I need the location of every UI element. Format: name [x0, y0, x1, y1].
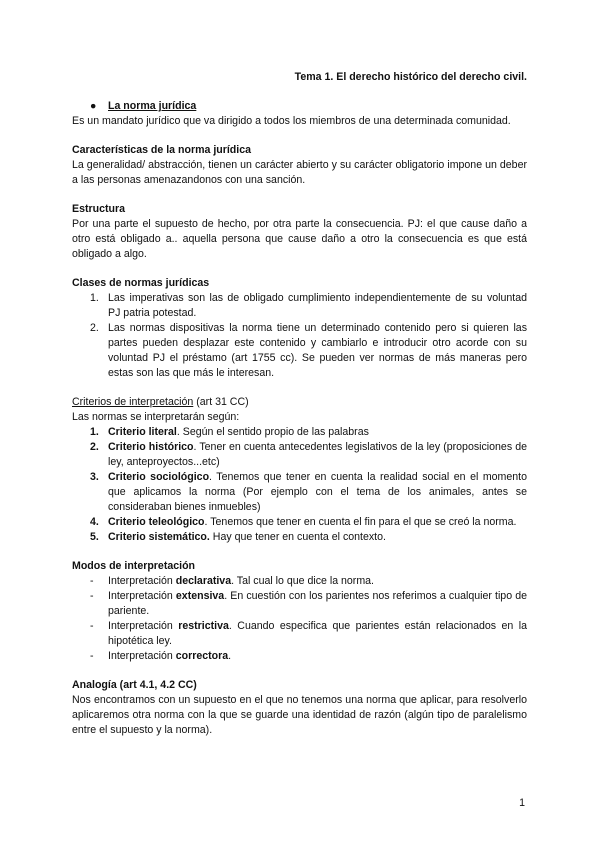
- list-item: - Interpretación restrictiva. Cuando especifica que parientes están relacionados en la hipotética ley.: [90, 620, 527, 647]
- list-item: 2. Las normas dispositivas la norma tiene un determinado contenido pero si quieren las partes pueden desplazar este contenido y cambiarlo e introducir otro acorde con su voluntad PJ el préstamo (art 1755 cc). Se pueden ver normas de más maneras pero estas son las que más le interesan.: [90, 322, 527, 379]
- estructura-text: Por una parte el supuesto de hecho, por otra parte la consecuencia. PJ: el que cause daño a otro está obligado a.. aquella persona que cause daño a otro la consecuencia es que está obligado a algo.: [72, 218, 527, 260]
- page-content: [72, 70, 527, 738]
- analogia-text: Nos encontramos con un supuesto en el que no tenemos una norma que aplicar, para resolverlo aplicaremos otra norma con la que se guarde una identidad de razón (algún tipo de paralelismo entre el supuesto y la norma).: [72, 694, 527, 736]
- list-item: - Interpretación correctora.: [90, 650, 232, 662]
- section-norma-juridica-heading: ● La norma jurídica: [90, 100, 197, 112]
- clases-list: [72, 291, 527, 381]
- list-item: - Interpretación declarativa. Tal cual lo que dice la norma.: [90, 575, 374, 587]
- list-item: 3. Criterio sociológico. Tenemos que tener en cuenta la realidad social en el momento que aplicamos la norma (Por ejemplo con el tema de los animales, antes se consideraban bienes inmuebles): [90, 471, 527, 513]
- criterios-list: [72, 425, 527, 545]
- analogia-heading: Analogía (art 4.1, 4.2 CC): [72, 679, 197, 691]
- modos-list: [72, 574, 527, 664]
- clases-heading: Clases de normas jurídicas: [72, 277, 210, 289]
- list-item: 5. Criterio sistemático. Hay que tener en cuenta el contexto.: [90, 531, 386, 543]
- criterios-intro: Las normas se interpretarán según:: [72, 411, 240, 423]
- modos-heading: Modos de interpretación: [72, 560, 196, 572]
- caracteristicas-heading: Características de la norma jurídica: [72, 144, 251, 156]
- document-title: Tema 1. El derecho histórico del derecho civil.: [294, 71, 527, 83]
- criterios-heading: Criterios de interpretación (art 31 CC): [72, 396, 249, 408]
- list-item: - Interpretación extensiva. En cuestión con los parientes nos referimos a cualquier tipo de pariente.: [90, 590, 527, 617]
- list-item: 4. Criterio teleológico. Tenemos que tener en cuenta el fin para el que se creó la norma.: [90, 516, 517, 528]
- page-number: 1: [519, 797, 525, 809]
- caracteristicas-text: La generalidad/ abstracción, tienen un carácter abierto y su carácter obligatorio impone un deber a las personas amenazandonos con una sanción.: [72, 159, 527, 186]
- norma-juridica-text: Es un mandato jurídico que va dirigido a todos los miembros de una determinada comunidad.: [72, 115, 511, 127]
- list-item: 1. Criterio literal. Según el sentido propio de las palabras: [90, 426, 369, 438]
- estructura-heading: Estructura: [72, 203, 125, 215]
- list-item: 2. Criterio histórico. Tener en cuenta antecedentes legislativos de la ley (proposiciones de ley, anteproyectos...etc): [90, 441, 527, 468]
- list-item: 1. Las imperativas son las de obligado cumplimiento independientemente de su voluntad PJ patria potestad.: [90, 292, 527, 319]
- bullet-icon: ●: [90, 100, 97, 112]
